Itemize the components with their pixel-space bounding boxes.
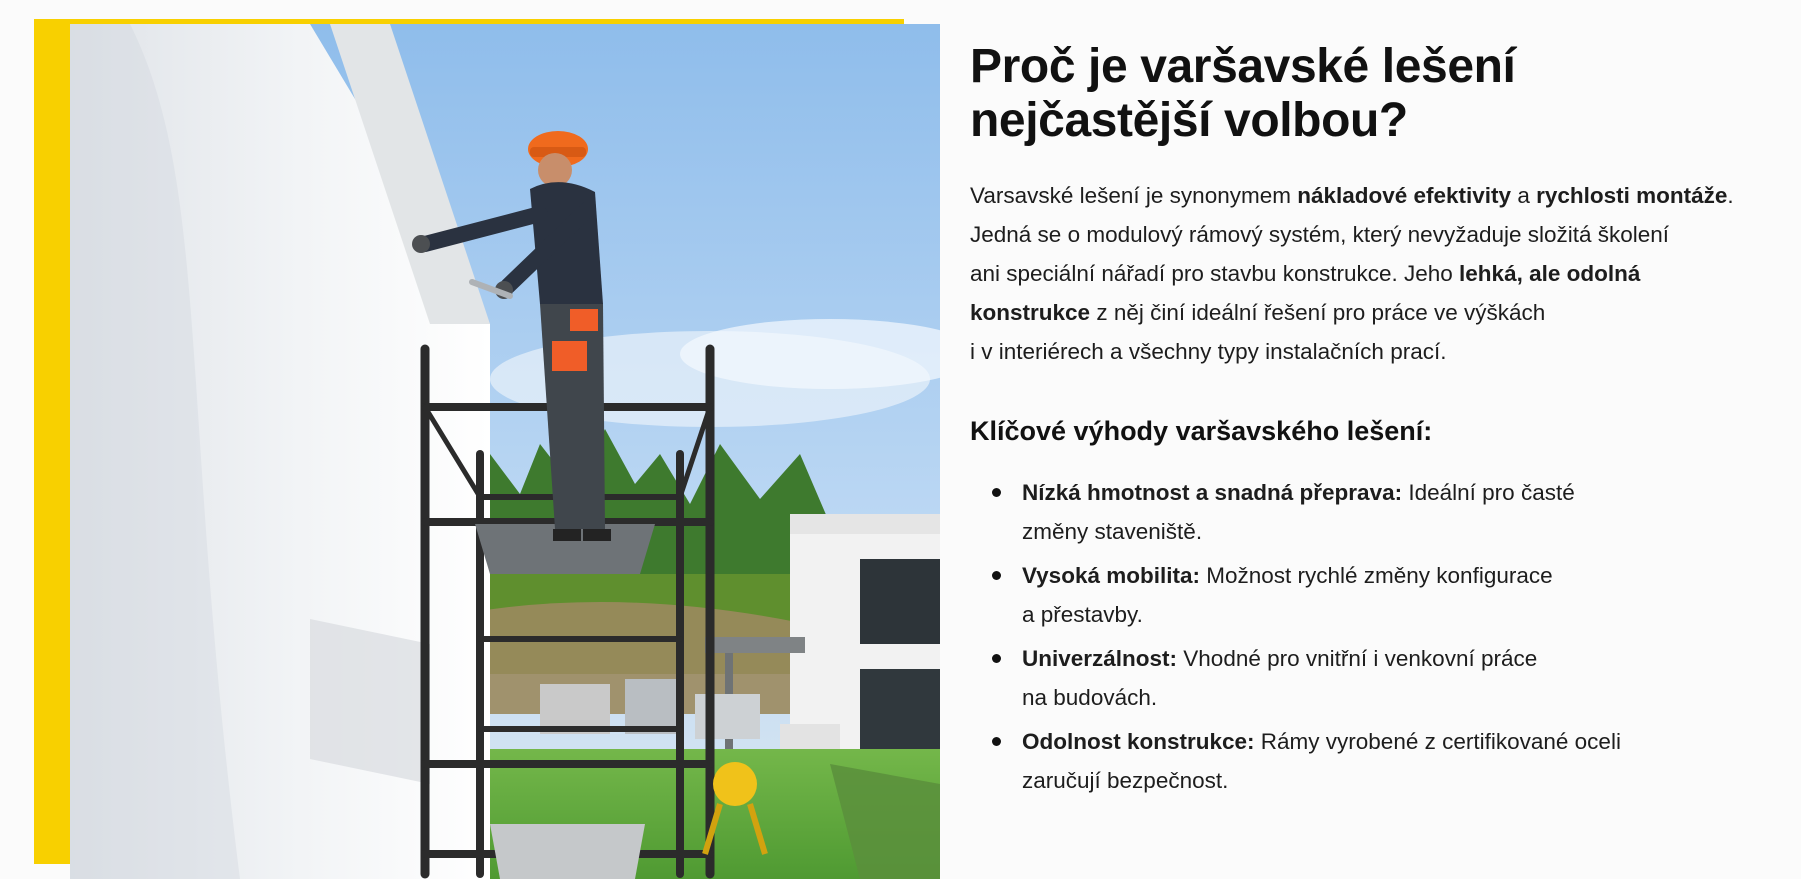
- hero-image-block: [34, 19, 940, 864]
- benefit-text-line-2: zaručují bezpečnost.: [1022, 767, 1229, 793]
- intro-bold-cost-efficiency: nákladové efektivity: [1297, 182, 1512, 208]
- list-item: [970, 473, 1770, 551]
- benefit-text: Možnost rychlé změny konfigurace: [1199, 562, 1553, 588]
- benefit-text-line-2: a přestavby.: [1022, 601, 1143, 627]
- bullet-icon: [992, 654, 1001, 663]
- list-item: [970, 722, 1770, 800]
- benefit-title: Vysoká mobilita:: [1022, 562, 1200, 588]
- intro-text-line-5: i v interiérech a všechny typy instalačních prací.: [970, 338, 1447, 364]
- bullet-icon: [992, 488, 1001, 497]
- bullet-icon: [992, 571, 1001, 580]
- benefit-title: Univerzálnost:: [1022, 645, 1178, 671]
- benefit-text: Ideální pro časté: [1402, 479, 1575, 505]
- scaffolding-photo: [70, 24, 940, 879]
- benefit-text: Vhodné pro vnitřní i venkovní práce: [1177, 645, 1538, 671]
- intro-bold-light-durable: lehká, ale odolná: [1459, 260, 1641, 286]
- intro-text-2: a: [1511, 182, 1537, 208]
- list-item: [970, 639, 1770, 717]
- page-title-line-2: nejčastější volbou?: [970, 93, 1408, 147]
- page-title: [970, 40, 1770, 148]
- scaffolding-illustration: [70, 24, 940, 879]
- content-column: [970, 40, 1770, 805]
- page-title-line-1: Proč je varšavské lešení: [970, 40, 1516, 93]
- intro-text-line-3: ani speciální nářadí pro stavbu konstrukce. Jeho: [970, 260, 1460, 286]
- benefits-heading: Klíčové výhody varšavského lešení:: [970, 415, 1433, 446]
- intro-paragraph: [970, 176, 1770, 371]
- benefit-title: Odolnost konstrukce:: [1022, 728, 1255, 754]
- intro-bold-construction: konstrukce: [970, 299, 1091, 325]
- intro-bold-assembly-speed: rychlosti montáže: [1536, 182, 1728, 208]
- intro-text-line-4: z něj činí ideální řešení pro práce ve výškách: [1090, 299, 1546, 325]
- intro-text-line-2: Jedná se o modulový rámový systém, který nevyžaduje složitá školení: [970, 221, 1670, 247]
- benefit-title: Nízká hmotnost a snadná přeprava:: [1022, 479, 1403, 505]
- benefit-text: Rámy vyrobené z certifikované oceli: [1254, 728, 1621, 754]
- benefit-text-line-2: na budovách.: [1022, 684, 1158, 710]
- benefits-list: [970, 473, 1770, 800]
- intro-text-3: .: [1727, 182, 1734, 208]
- intro-text-1: Varsavské lešení je synonymem: [970, 182, 1298, 208]
- list-item: [970, 556, 1770, 634]
- bullet-icon: [992, 737, 1001, 746]
- benefit-text-line-2: změny staveniště.: [1022, 518, 1203, 544]
